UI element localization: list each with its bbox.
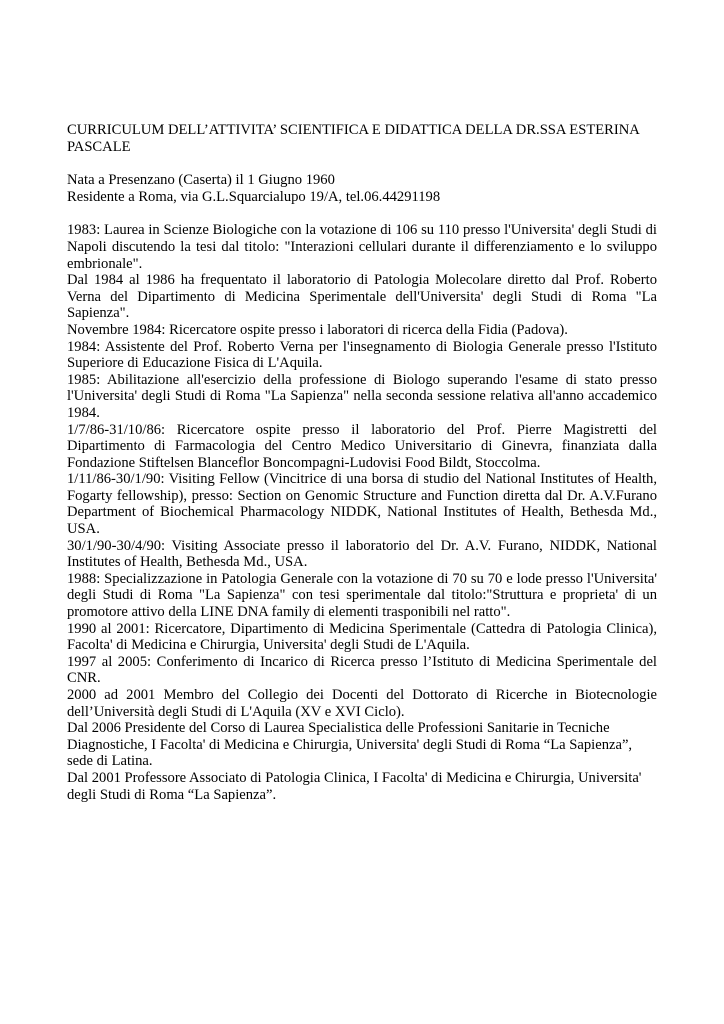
cv-entry: 1/7/86-31/10/86: Ricercatore ospite presso il laboratorio del Prof. Pierre Magistretti del Dipartimento di Farmacologia del Centro Medico Universitario di Ginevra, finanziata dalla Fondazione Stiftelsen Blanceflor Boncompagni-Ludovisi Food Bildt, Stoccolma. — [67, 421, 657, 471]
cv-entry: 1997 al 2005: Conferimento di Incarico di Ricerca presso l’Istituto di Medicina Sperimentale del CNR. — [67, 653, 657, 687]
cv-entry: Dal 2006 Presidente del Corso di Laurea Specialistica delle Professioni Sanitarie in Tecniche Diagnostiche, I Facolta' di Medicina e Chirurgia, Universita' degli Studi di Roma “La Sapienza”, sede di Latina. — [67, 720, 633, 770]
cv-entry: 1983: Laurea in Scienze Biologiche con la votazione di 106 su 110 presso l'Universita' degli Studi di Napoli discutendo la tesi dal titolo: "Interazioni cellulari durante il differenziamento e lo sviluppo embrionale". — [67, 222, 657, 272]
cv-entry: 1984: Assistente del Prof. Roberto Verna per l'insegnamento di Biologia Generale presso l'Istituto Superiore di Educazione Fisica di L'Aquila. — [67, 338, 657, 372]
cv-entry: Novembre 1984: Ricercatore ospite presso i laboratori di ricerca della Fidia (Padova). — [67, 321, 568, 338]
document-title: CURRICULUM DELL’ATTIVITA’ SCIENTIFICA E DIDATTICA DELLA DR.SSA ESTERINA PASCALE — [67, 122, 640, 155]
cv-entry: Dal 2001 Professore Associato di Patologia Clinica, I Facolta' di Medicina e Chirurgia, Universita' degli Studi di Roma “La Sapienza”. — [67, 769, 642, 803]
document-page — [67, 122, 657, 803]
birth-info: Nata a Presenzano (Caserta) il 1 Giugno 1960 — [67, 172, 335, 189]
cv-entry: 1/11/86-30/1/90: Visiting Fellow (Vincitrice di una borsa di studio del National Institutes of Health, Fogarty fellowship), presso: Section on Genomic Structure and Function diretta dal Dr. A.V.Furano Department of Biochemical Pharmacology NIDDK, National Institutes of Health, Bethesda Md., USA. — [67, 471, 657, 538]
cv-entry: 1985: Abilitazione all'esercizio della professione di Biologo superando l'esame di stato presso l'Universita' degli Studi di Roma "La Sapienza" nella seconda sessione relativa all'anno accademico 1984. — [67, 371, 657, 421]
cv-entry: 1988: Specializzazione in Patologia Generale con la votazione di 70 su 70 e lode presso l'Universita' degli Studi di Roma "La Sapienza" con tesi sperimentale dal titolo:"Struttura e proprieta' di un promotore attivo della LINE DNA family di elementi trasponibili nel ratto". — [67, 570, 657, 621]
personal-info — [67, 172, 657, 205]
cv-entry: 1990 al 2001: Ricercatore, Dipartimento di Medicina Sperimentale (Cattedra di Patologia Clinica), Facolta' di Medicina e Chirurgia, Universita' degli Studi de L'Aquila. — [67, 620, 657, 654]
cv-entries — [67, 222, 657, 803]
cv-entry: 2000 ad 2001 Membro del Collegio dei Docenti del Dottorato di Ricerche in Biotecnologie dell’Università degli Studi di L'Aquila (XV e XVI Ciclo). — [67, 687, 657, 720]
cv-entry: Dal 1984 al 1986 ha frequentato il laboratorio di Patologia Molecolare diretto dal Prof. Roberto Verna del Dipartimento di Medicina Sperimentale dell'Universita' degli Studi di Roma "La Sapienza". — [67, 272, 657, 322]
residence-info: Residente a Roma, via G.L.Squarcialupo 19/A, tel.06.44291198 — [67, 188, 441, 205]
cv-entry: 30/1/90-30/4/90: Visiting Associate presso il laboratorio del Dr. A.V. Furano, NIDDK, National Institutes of Health, Bethesda Md., USA. — [67, 537, 657, 571]
